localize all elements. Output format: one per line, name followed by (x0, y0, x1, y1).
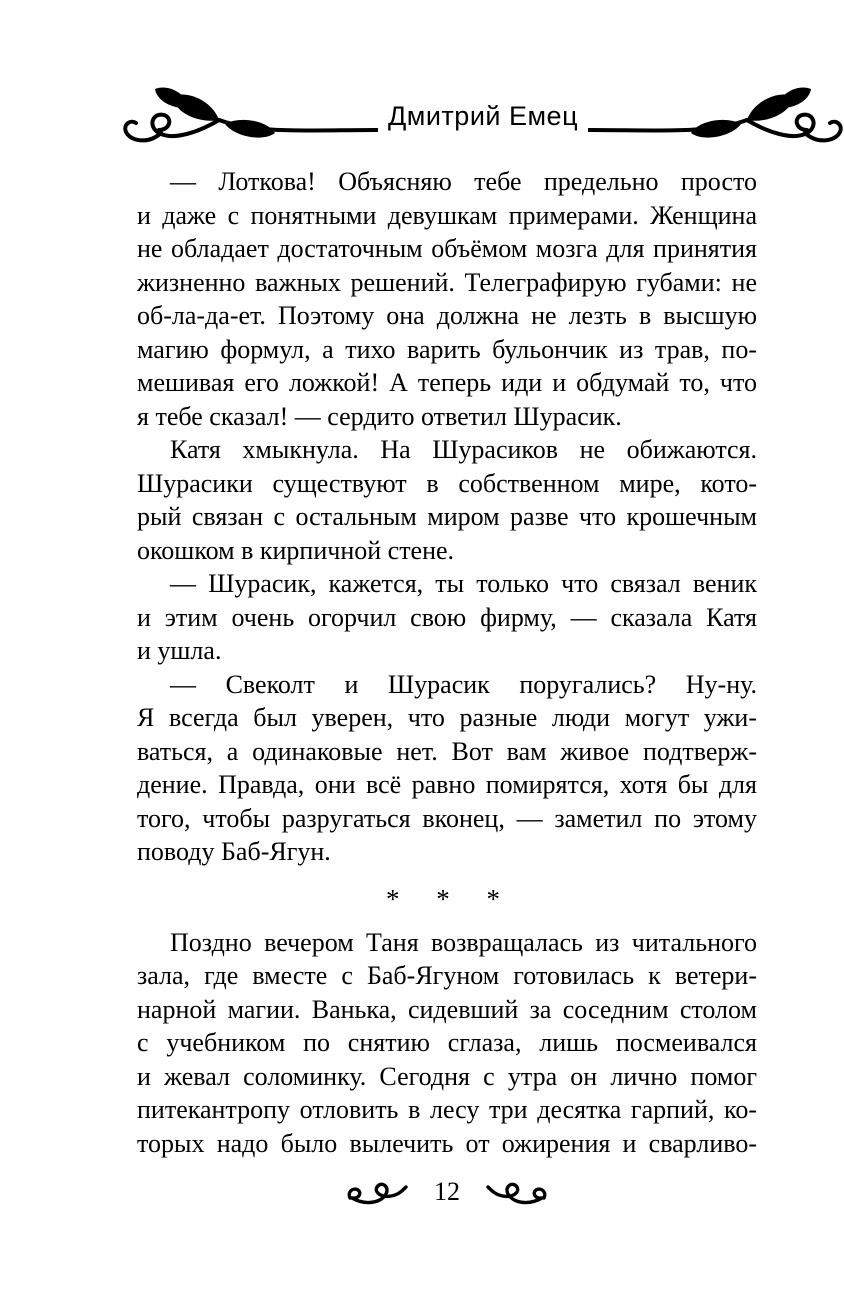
paragraph (137, 926, 757, 1161)
swirl-ornament-right-icon (486, 1177, 548, 1207)
text-line: не обладает достаточным объёмом мозга для принятия (137, 234, 757, 263)
vine-flourish-right-icon (588, 84, 844, 154)
text-line: нарной магии. Ванька, сидевший за соседним столом (137, 994, 757, 1024)
page-footer (137, 1172, 757, 1212)
page-number: 12 (434, 1177, 460, 1206)
text-line: мешивая его ложкой! А теперь иди и обдумай то, что (137, 368, 757, 397)
text-line: магию формул, а тихо варить бульончик из трав, по- (137, 334, 757, 364)
text-line: об-ла-да-ет. Поэтому она должна не лезть в высшую (137, 301, 757, 330)
text-line: окошком в кирпичной стене. (137, 535, 455, 565)
author-running-title: Дмитрий Емец (388, 100, 579, 131)
text-line: Я всегда был уверен, что разные люди могут ужи- (137, 703, 757, 732)
paragraph (137, 668, 757, 869)
text-line: Катя хмыкнула. На Шурасиков не обижаются. (170, 435, 757, 464)
text-line: и даже с понятными девушкам примерами. Женщина (137, 200, 757, 230)
paragraph (137, 567, 757, 668)
paragraph (137, 433, 757, 567)
vine-flourish-left-icon (115, 84, 378, 154)
page-header (115, 84, 792, 154)
text-line: — Лоткова! Объясняю тебе предельно просто (170, 167, 757, 196)
paragraph (137, 165, 757, 433)
text-block (137, 165, 757, 1160)
text-line: и ушла. (137, 636, 222, 665)
text-line: торых надо было вылечить от ожирения и сварливо- (137, 1128, 757, 1158)
text-line: — Свеколт и Шурасик поругались? Ну-ну. (170, 669, 757, 699)
text-line: и этим очень огорчил свою фирму, — сказала Катя (137, 602, 757, 632)
swirl-ornament-left-icon (346, 1177, 408, 1207)
text-line: Шурасики существуют в собственном мире, кото- (137, 468, 757, 498)
text-line: жизненно важных решений. Телеграфирую губами: не (137, 267, 757, 297)
text-line: — Шурасик, кажется, ты только что связал веник (170, 569, 757, 598)
text-line: и жевал соломинку. Сегодня с утра он лично помог (137, 1061, 757, 1091)
section-divider: * * * (386, 883, 508, 914)
text-line: с учебником по снятию сглаза, лишь посмеивался (137, 1028, 757, 1057)
text-line: питекантропу отловить в лесу три десятка гарпий, ко- (137, 1095, 757, 1124)
text-line: поводу Баб-Ягун. (137, 837, 331, 866)
text-line: я тебе сказал! — сердито ответил Шурасик. (137, 401, 622, 431)
text-line: зала, где вместе с Баб-Ягуном готовилась к ветери- (137, 961, 757, 990)
text-line: ваться, а одинаковые нет. Вот вам живое подтверж- (137, 736, 757, 766)
text-line: рый связан с остальным миром разве что крошечным (137, 502, 757, 531)
text-line: дение. Правда, они всё равно помирятся, хотя бы для (137, 770, 757, 799)
text-line: Поздно вечером Таня возвращалась из читального (170, 927, 757, 957)
text-line: того, чтобы разругаться вконец, — заметил по этому (137, 803, 757, 833)
